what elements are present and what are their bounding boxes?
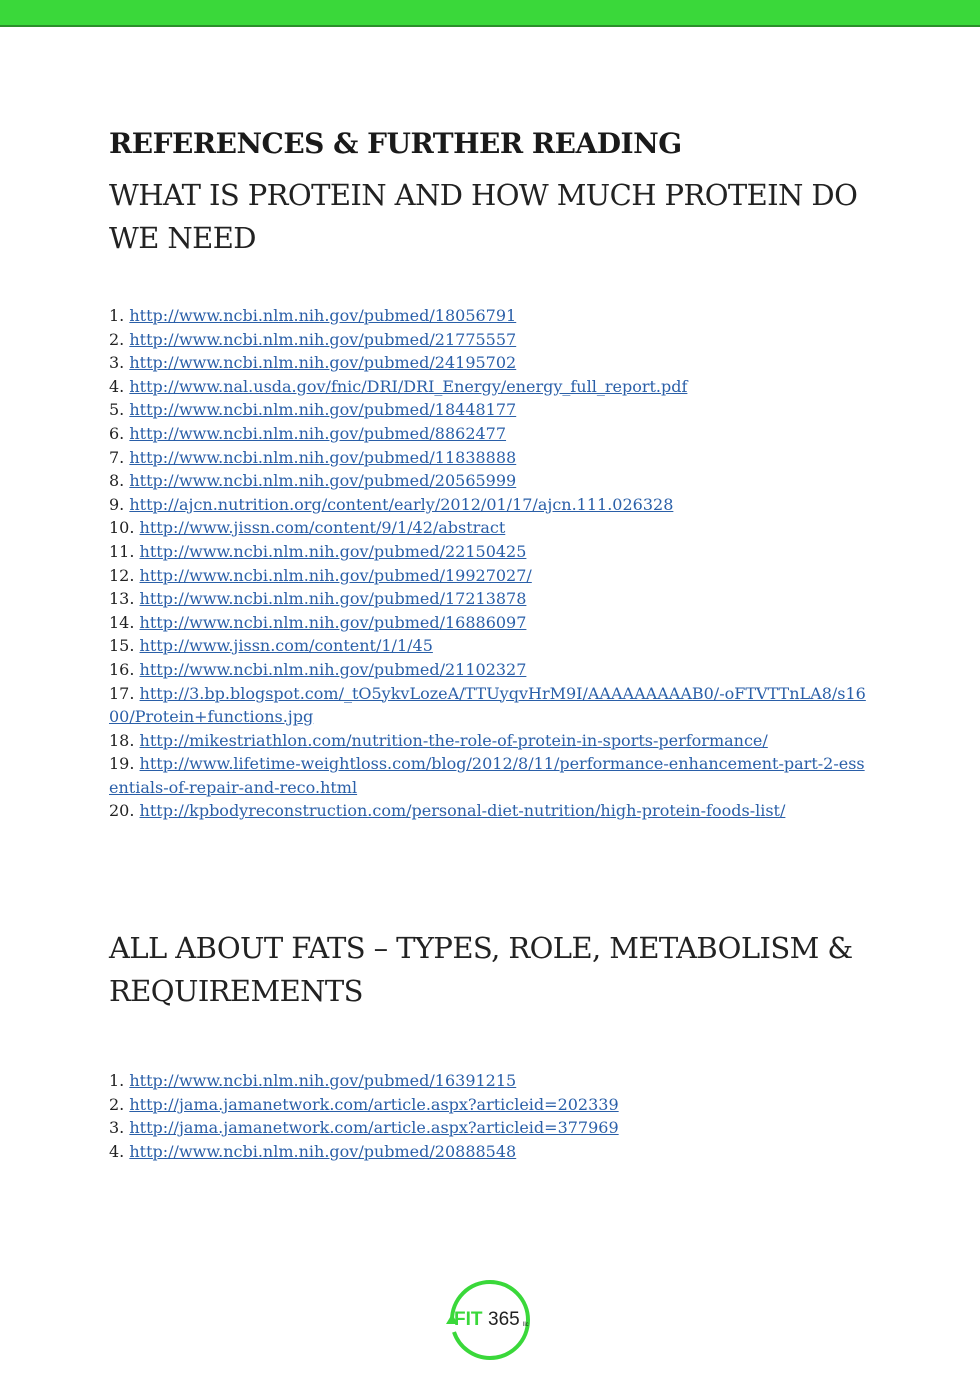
reference-number: 1. <box>109 1071 125 1091</box>
reference-link[interactable]: http://www.ncbi.nlm.nih.gov/pubmed/18056791 <box>129 306 517 325</box>
logo-circle-icon <box>444 1274 536 1366</box>
reference-number: 7. <box>109 447 125 467</box>
fit365-logo <box>444 1274 536 1366</box>
reference-link[interactable]: http://www.ncbi.nlm.nih.gov/pubmed/17213878 <box>139 589 527 609</box>
reference-link[interactable]: http://www.ncbi.nlm.nih.gov/pubmed/24195702 <box>129 353 517 373</box>
reference-number: 9. <box>109 494 125 514</box>
reference-item <box>109 446 869 470</box>
section-title-fats: ALL ABOUT FATS – TYPES, ROLE, METABOLISM & REQUIREMENTS <box>109 931 853 1009</box>
reference-link[interactable]: http://www.ncbi.nlm.nih.gov/pubmed/19927027/ <box>139 565 532 585</box>
reference-link[interactable]: http://www.nal.usda.gov/fnic/DRI/DRI_Energy/energy_full_report.pdf <box>129 376 688 396</box>
reference-number: 8. <box>109 471 125 491</box>
reference-item <box>109 351 869 375</box>
reference-link[interactable]: http://3.bp.blogspot.com/_tO5ykvLozeA/TTUyqvHrM9I/AAAAAAAAAB0/-oFTVTTnLA8/s1600/Protein+functions.jpg <box>109 683 866 727</box>
reference-number: 13. <box>109 589 135 609</box>
reference-link[interactable]: http://www.ncbi.nlm.nih.gov/pubmed/21775557 <box>129 329 517 349</box>
reference-link[interactable]: http://www.ncbi.nlm.nih.gov/pubmed/20888548 <box>129 1141 517 1161</box>
reference-item <box>109 375 869 399</box>
reference-item <box>109 516 869 540</box>
reference-item <box>109 398 869 422</box>
reference-item <box>109 729 869 753</box>
reference-item <box>109 1069 869 1093</box>
reference-number: 11. <box>109 541 135 561</box>
reference-link[interactable]: http://www.lifetime-weightloss.com/blog/2012/8/11/performance-enhancement-part-2-essentials-of-repair-and-reco.html <box>109 754 865 797</box>
logo-llc-text: llc <box>523 1322 529 1328</box>
page-content <box>109 124 869 1163</box>
reference-link[interactable]: http://www.ncbi.nlm.nih.gov/pubmed/11838888 <box>129 447 517 467</box>
reference-number: 3. <box>109 1118 125 1138</box>
logo-365-text: 365 <box>488 1309 520 1330</box>
reference-link[interactable]: http://mikestriathlon.com/nutrition-the-role-of-protein-in-sports-performance/ <box>139 730 768 750</box>
reference-number: 12. <box>109 565 135 585</box>
reference-item <box>109 799 869 823</box>
reference-link[interactable]: http://www.ncbi.nlm.nih.gov/pubmed/16886097 <box>139 612 527 632</box>
reference-item <box>109 469 869 493</box>
reference-number: 4. <box>109 376 125 396</box>
reference-item <box>109 564 869 588</box>
reference-item <box>109 752 869 799</box>
reference-number: 15. <box>109 636 135 656</box>
reference-link[interactable]: http://kpbodyreconstruction.com/personal-diet-nutrition/high-protein-foods-list/ <box>139 801 786 821</box>
reference-link[interactable]: http://www.ncbi.nlm.nih.gov/pubmed/22150425 <box>139 541 527 561</box>
reference-link[interactable]: http://www.ncbi.nlm.nih.gov/pubmed/20565999 <box>129 471 517 491</box>
reference-number: 5. <box>109 400 125 420</box>
reference-link[interactable]: http://www.ncbi.nlm.nih.gov/pubmed/16391215 <box>129 1071 517 1091</box>
reference-item <box>109 1140 869 1164</box>
reference-number: 16. <box>109 659 135 679</box>
reference-number: 2. <box>109 329 125 349</box>
reference-link[interactable]: http://www.ncbi.nlm.nih.gov/pubmed/18448177 <box>129 400 517 420</box>
reference-number: 19. <box>109 754 135 774</box>
reference-number: 1. <box>109 306 125 325</box>
reference-item <box>109 682 869 729</box>
reference-link[interactable]: http://jama.jamanetwork.com/article.aspx?articleid=202339 <box>129 1094 619 1114</box>
reference-link[interactable]: http://www.ncbi.nlm.nih.gov/pubmed/8862477 <box>129 423 507 443</box>
reference-link[interactable]: http://www.jissn.com/content/9/1/42/abstract <box>139 518 506 538</box>
reference-number: 18. <box>109 730 135 750</box>
reference-list-protein <box>109 304 869 823</box>
reference-list-fats <box>109 1069 869 1163</box>
section-title-protein: WHAT IS PROTEIN AND HOW MUCH PROTEIN DO WE NEED <box>109 178 858 255</box>
reference-link[interactable]: http://www.ncbi.nlm.nih.gov/pubmed/21102327 <box>139 659 527 679</box>
reference-number: 10. <box>109 518 135 538</box>
reference-item <box>109 587 869 611</box>
reference-item <box>109 1093 869 1117</box>
reference-number: 20. <box>109 801 135 821</box>
reference-number: 3. <box>109 353 125 373</box>
reference-item <box>109 493 869 517</box>
logo-fit-text: FIT <box>454 1309 483 1330</box>
reference-number: 14. <box>109 612 135 632</box>
reference-number: 17. <box>109 683 135 703</box>
reference-item <box>109 422 869 446</box>
top-color-bar <box>0 0 980 27</box>
reference-link[interactable]: http://www.jissn.com/content/1/1/45 <box>139 636 433 656</box>
reference-item <box>109 304 869 328</box>
reference-item <box>109 328 869 352</box>
reference-item <box>109 658 869 682</box>
reference-link[interactable]: http://jama.jamanetwork.com/article.aspx?articleid=377969 <box>129 1118 619 1138</box>
reference-link[interactable]: http://ajcn.nutrition.org/content/early/2012/01/17/ajcn.111.026328 <box>129 494 674 514</box>
reference-number: 4. <box>109 1141 125 1161</box>
reference-item <box>109 1116 869 1140</box>
reference-item <box>109 634 869 658</box>
reference-item <box>109 540 869 564</box>
page-title: REFERENCES & FURTHER READING <box>109 127 682 160</box>
reference-number: 6. <box>109 423 125 443</box>
reference-number: 2. <box>109 1094 125 1114</box>
reference-item <box>109 611 869 635</box>
